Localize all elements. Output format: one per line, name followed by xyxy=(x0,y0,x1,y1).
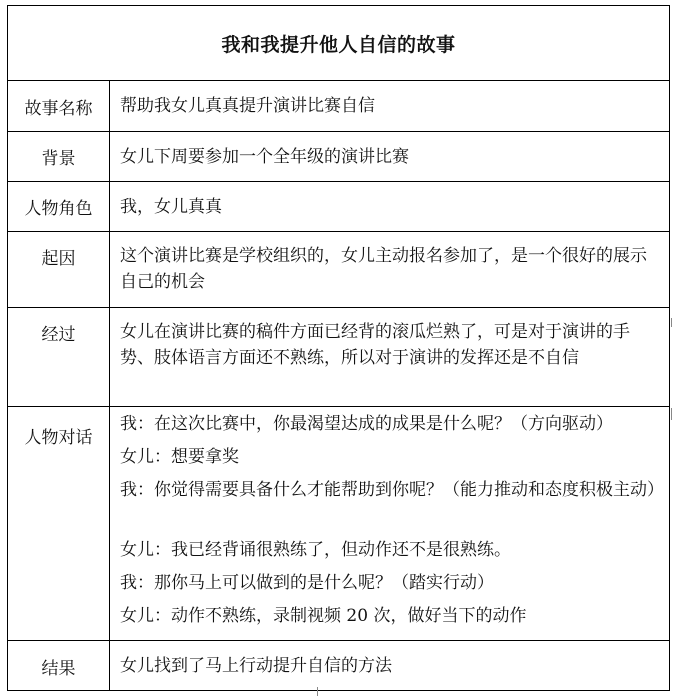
row-label: 人物对话 xyxy=(8,407,110,640)
row-label: 结果 xyxy=(8,641,110,691)
dialogue-line: 我：那你马上可以做到的是什么呢？（踏实行动） xyxy=(120,573,494,593)
table-row xyxy=(8,81,669,132)
table-title: 我和我提升他人自信的故事 xyxy=(221,33,456,56)
dialogue-line: 女儿：我已经背诵很熟练了，但动作还不是很熟练。 xyxy=(120,540,511,560)
table-row xyxy=(8,232,669,308)
row-label: 起因 xyxy=(8,232,110,307)
table-row xyxy=(8,182,669,232)
row-value: 我，女儿真真 xyxy=(120,196,222,217)
margin-mark xyxy=(317,687,318,696)
dialogue-list xyxy=(110,407,669,640)
table-title-row xyxy=(8,6,669,81)
row-label: 背景 xyxy=(8,132,110,181)
row-label: 故事名称 xyxy=(8,81,110,131)
dialogue-line: 我：在这次比赛中，你最渴望达成的成果是什么呢？（方向驱动） xyxy=(120,414,613,434)
row-value: 女儿下周要参加一个全年级的演讲比赛 xyxy=(120,146,409,167)
dialogue-row xyxy=(8,407,669,641)
dialogue-line: 女儿：想要拿奖 xyxy=(120,447,239,467)
story-table xyxy=(7,5,670,691)
table-row xyxy=(8,308,669,407)
dialogue-line: 女儿：动作不熟练，录制视频 20 次，做好当下的动作 xyxy=(120,606,527,626)
row-value: 女儿在演讲比赛的稿件方面已经背的滚瓜烂熟了，可是对于演讲的手势、肢体语言方面还不熟练，所以对于演讲的发挥还是不自信 xyxy=(120,322,630,368)
row-value: 这个演讲比赛是学校组织的，女儿主动报名参加了，是一个很好的展示自己的机会 xyxy=(120,246,647,292)
row-label: 经过 xyxy=(8,308,110,406)
margin-mark xyxy=(671,408,672,420)
table-row xyxy=(8,641,669,691)
margin-mark xyxy=(671,318,672,327)
row-value: 帮助我女儿真真提升演讲比赛自信 xyxy=(120,96,375,116)
row-value: 女儿找到了马上行动提升自信的方法 xyxy=(120,656,392,676)
row-label: 人物角色 xyxy=(8,182,110,231)
dialogue-line: 我：你觉得需要具备什么才能帮助到你呢？（能力推动和态度积极主动） xyxy=(120,480,664,500)
table-row xyxy=(8,132,669,182)
